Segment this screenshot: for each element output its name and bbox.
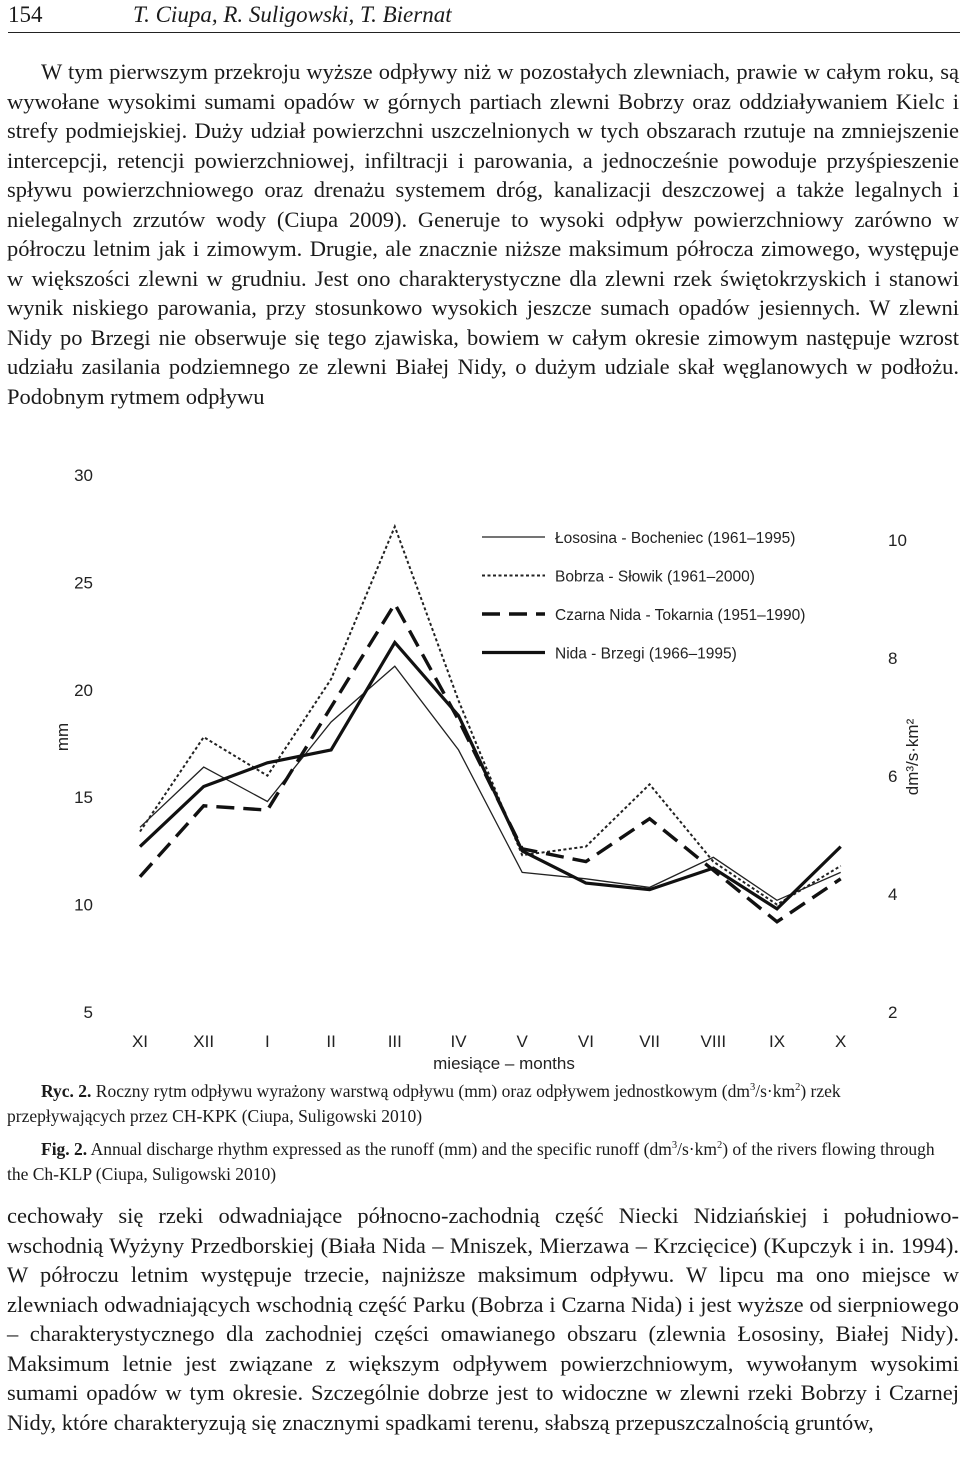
caption-text-en-a: Annual discharge rhythm expressed as the runoff (mm) and the specific runoff (dm <box>87 1139 672 1159</box>
caption-text-pl-a: Roczny rytm odpływu wyrażony warstwą odpływu (mm) oraz odpływem jednostkowym (dm <box>91 1081 750 1101</box>
caption-sup-pl-1: 3 <box>749 1082 756 1094</box>
y-tick-label: 10 <box>74 895 93 915</box>
y2-tick-label: 6 <box>888 766 898 786</box>
y-tick-label: 30 <box>74 466 93 485</box>
paragraph-top: W tym pierwszym przekroju wyższe odpływy niż w pozostałych zlewniach, prawie w całym roku, są wywołane wysokimi sumami opadów w górnych partiach zlewni Bobrzy oraz oddziaływaniem Kielc i strefy podmiejskiej. Duży udział powierzchni uszczelnionych w tych obszarach rzutuje na zmniejszenie intercepcji, retencji powierzchniowej, infiltracji i parowania, a jednocześnie powoduje przyśpieszenie spływu powierzchniowego oraz drenażu systemem dróg, kanalizacji deszczowej a także legalnych i nielegalnych zrzutów wody (Ciupa 2009). Generuje to wysoki odpływ powierzchniowy zarówno w półroczu letnim jak i zimowym. Drugie, ale znacznie niższe maksimum półrocza zimowego, występuje w większości zlewni w grudniu. Jest ono charakterystyczne dla zlewni rzek świętokrzyskich i stanowi wynik niskiego parowania, przy stosunkowo wysokich jeszcze sumach opadów jesiennych. W zlewni Nidy po Brzegi nie obserwuje się tego zjawiska, bowiem w całym okresie zimowym następuje wzrost udziału zasilania podziemnego ze zlewni Białej Nidy, o dużym udziale skał węglanowych w podłożu. Podobnym rytmem odpływu <box>7 59 959 409</box>
caption-text-pl-c: ) rzek przepływających przez CH-KPK (Ciupa, Suligowski 2010) <box>7 1081 841 1126</box>
x-tick-label: VII <box>639 1032 660 1051</box>
y-tick-label: 20 <box>74 680 93 700</box>
x-tick-label: II <box>326 1032 336 1051</box>
x-tick-label: I <box>265 1032 270 1051</box>
y2-tick-label: 4 <box>888 884 898 904</box>
x-tick-label: VI <box>577 1032 594 1051</box>
x-tick-label: IX <box>768 1032 786 1051</box>
x-tick-label: V <box>516 1032 528 1051</box>
running-head: T. Ciupa, R. Suligowski, T. Biernat <box>133 2 452 27</box>
y-tick-label: 25 <box>74 573 93 593</box>
legend-label: Łososina - Bocheniec (1961–1995) <box>555 530 796 547</box>
chart-legend <box>482 530 805 663</box>
figure-caption-en <box>7 1137 959 1187</box>
caption-label-en: Fig. 2. <box>41 1139 88 1159</box>
chart-axes <box>53 466 922 1073</box>
runoff-chart <box>0 455 960 1075</box>
x-tick-label: IV <box>450 1032 467 1051</box>
caption-sup-en-1: 3 <box>671 1140 678 1152</box>
caption-text-en-c: ) of the rivers flowing through the Ch-KLP (Ciupa, Suligowski 2010) <box>7 1139 935 1184</box>
x-tick-label: III <box>387 1032 402 1051</box>
paragraph-bottom: cechowały się rzeki odwadniające północno-zachodnią część Niecki Nidziańskiej i południowo-wschodnią Wyżyny Przedborskiej (Biała Nida – Mniszek, Mierzawa – Krzcięcice) (Kupczyk i in. 1994). W półroczu letnim występuje trzecie, najniższe maksimum odpływu. W lipcu ma ono miejsce w zlewniach odwadniających wschodnią część Parku (Bobrza i Czarna Nida) i jest wyższe od sierpniowego – charakterystycznego dla zachodniej części omawianego obszaru (zlewnia Łososiny, Białej Nidy). Maksimum letnie jest związane z większym odpływem powierzchniowym, wywołanym wysokimi sumami opadów w tym okresie. Szczególnie dobrze jest to widoczne w zlewni rzeki Bobrzy i Czarnej Nidy, które charakteryzują się znacznymi spadkami terenu, słabszą przepuszczalnością gruntów, <box>7 1203 959 1435</box>
y2-axis-label: dm³/s·km² <box>903 718 922 796</box>
caption-sup-en-2: 2 <box>716 1140 723 1152</box>
caption-sup-pl-2: 2 <box>795 1082 801 1094</box>
x-tick-label: XII <box>193 1032 215 1051</box>
caption-text-pl-b: /s·km <box>755 1081 796 1101</box>
figure-caption-pl <box>7 1079 959 1129</box>
y-tick-label: 5 <box>83 1003 93 1022</box>
y-axis-label: mm <box>53 722 72 752</box>
legend-label: Nida - Brzegi (1966–1995) <box>555 645 737 663</box>
x-tick-label: VIII <box>700 1032 727 1051</box>
y2-tick-label: 8 <box>888 648 898 668</box>
legend-label: Bobrza - Słowik (1961–2000) <box>555 568 755 586</box>
y2-tick-label: 10 <box>888 530 907 550</box>
page-header <box>8 0 960 33</box>
chart-series <box>140 527 841 922</box>
legend-label: Czarna Nida - Tokarnia (1951–1990) <box>555 607 806 624</box>
caption-text-en-b: /s·km <box>677 1139 717 1159</box>
x-tick-label: XI <box>131 1032 149 1051</box>
series-line <box>140 643 841 909</box>
x-axis-label: miesiące – months <box>433 1054 575 1073</box>
x-tick-label: X <box>835 1032 847 1051</box>
page-number: 154 <box>8 2 43 27</box>
y-tick-label: 15 <box>74 788 93 808</box>
y2-tick-label: 2 <box>888 1003 898 1022</box>
caption-label-pl: Ryc. 2. <box>41 1081 92 1101</box>
